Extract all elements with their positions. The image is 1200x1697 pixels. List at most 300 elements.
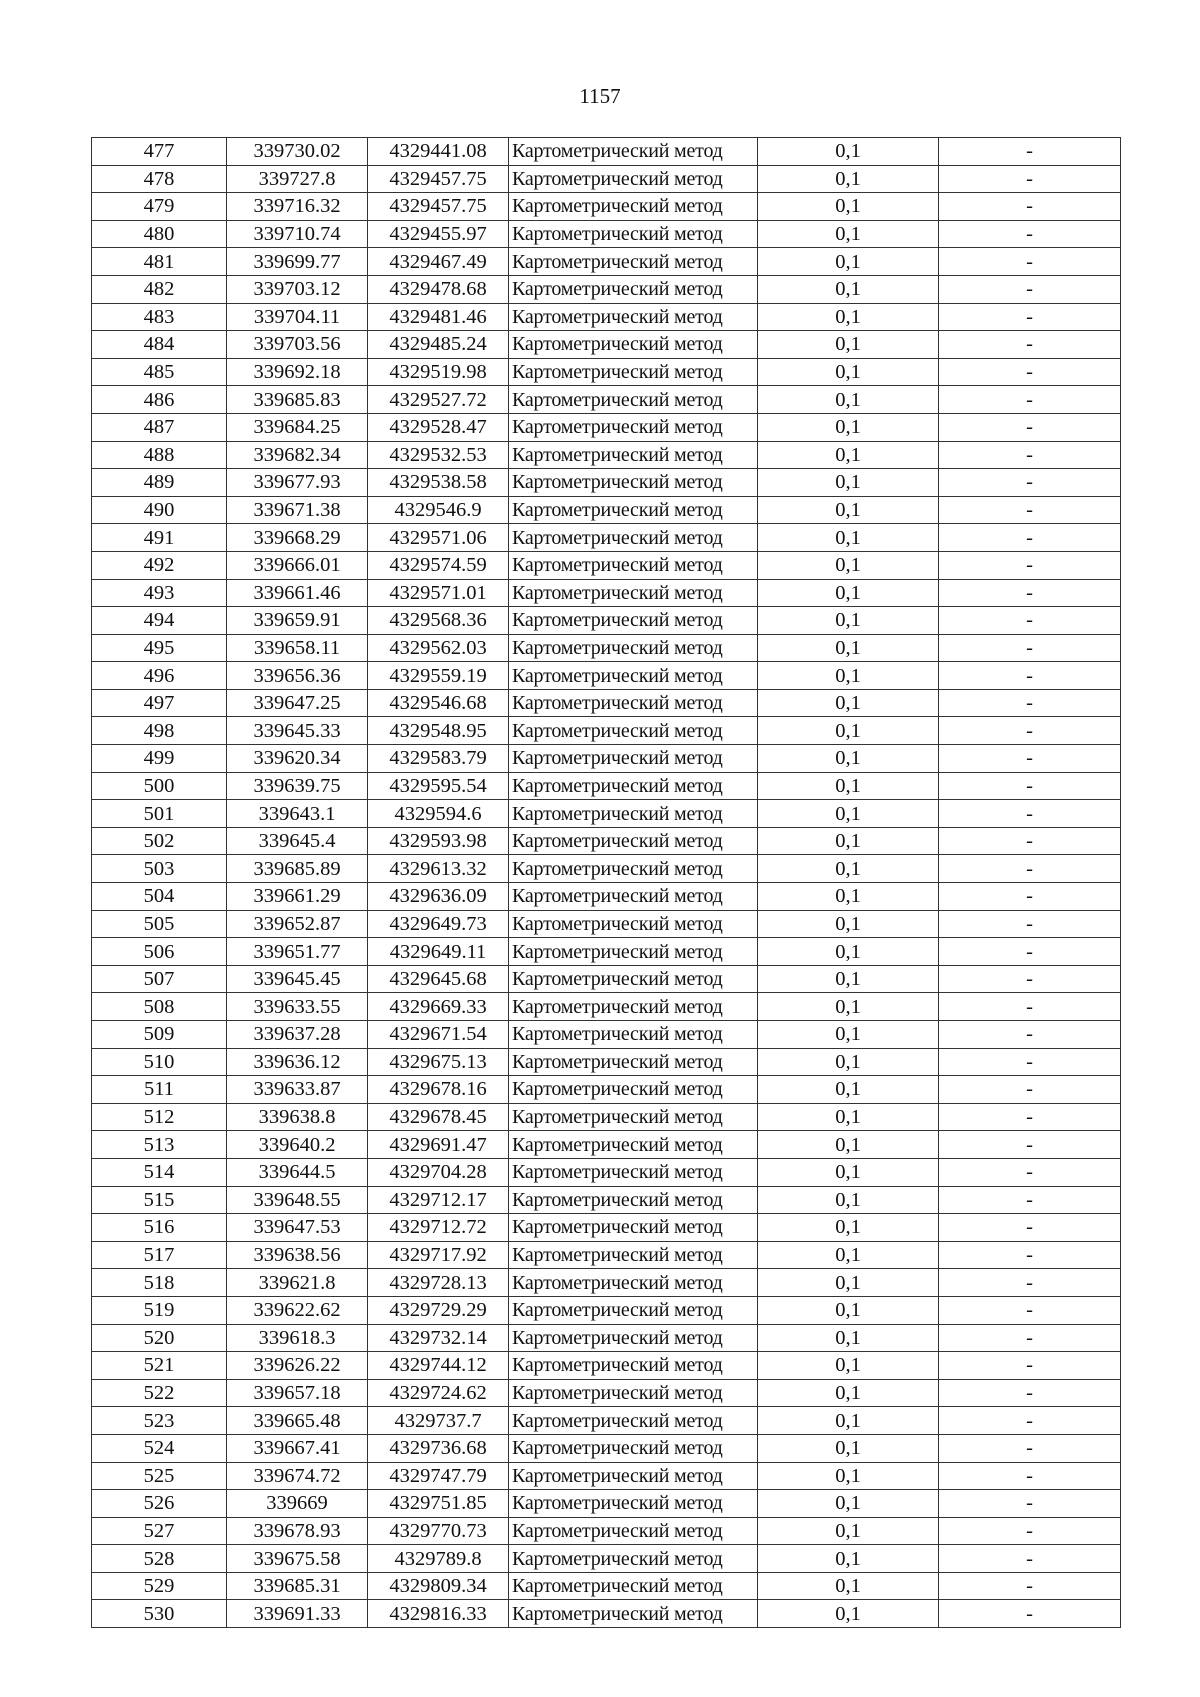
table-row [92,1600,1121,1628]
table-row [92,1021,1121,1049]
x-coordinate-cell: 339636.12 [227,1048,368,1076]
description-cell: - [939,1048,1121,1076]
point-number-cell: 487 [92,413,227,441]
point-number-cell: 508 [92,993,227,1021]
description-cell: - [939,965,1121,993]
method-cell: Картометрический метод [509,772,758,800]
point-number-cell: 477 [92,138,227,166]
y-coordinate-cell: 4329717.92 [368,1241,509,1269]
description-cell: - [939,138,1121,166]
method-cell: Картометрический метод [509,1352,758,1380]
accuracy-cell: 0,1 [758,1462,939,1490]
point-number-cell: 482 [92,275,227,303]
method-cell: Картометрический метод [509,469,758,497]
method-cell: Картометрический метод [509,358,758,386]
description-cell: - [939,193,1121,221]
table-row [92,441,1121,469]
method-cell: Картометрический метод [509,193,758,221]
x-coordinate-cell: 339638.8 [227,1103,368,1131]
method-cell: Картометрический метод [509,1021,758,1049]
description-cell: - [939,662,1121,690]
point-number-cell: 524 [92,1434,227,1462]
method-cell: Картометрический метод [509,275,758,303]
point-number-cell: 530 [92,1600,227,1628]
table-row [92,689,1121,717]
accuracy-cell: 0,1 [758,634,939,662]
accuracy-cell: 0,1 [758,607,939,635]
table-row [92,386,1121,414]
accuracy-cell: 0,1 [758,1324,939,1352]
point-number-cell: 494 [92,607,227,635]
accuracy-cell: 0,1 [758,1269,939,1297]
method-cell: Картометрический метод [509,1048,758,1076]
point-number-cell: 500 [92,772,227,800]
x-coordinate-cell: 339704.11 [227,303,368,331]
method-cell: Картометрический метод [509,938,758,966]
y-coordinate-cell: 4329594.6 [368,800,509,828]
accuracy-cell: 0,1 [758,993,939,1021]
table-row [92,496,1121,524]
x-coordinate-cell: 339633.55 [227,993,368,1021]
method-cell: Картометрический метод [509,634,758,662]
description-cell: - [939,413,1121,441]
accuracy-cell: 0,1 [758,303,939,331]
x-coordinate-cell: 339647.53 [227,1214,368,1242]
table-row [92,193,1121,221]
accuracy-cell: 0,1 [758,800,939,828]
accuracy-cell: 0,1 [758,1379,939,1407]
method-cell: Картометрический метод [509,993,758,1021]
accuracy-cell: 0,1 [758,1158,939,1186]
method-cell: Картометрический метод [509,855,758,883]
method-cell: Картометрический метод [509,1241,758,1269]
accuracy-cell: 0,1 [758,551,939,579]
table-row [92,717,1121,745]
table-row [92,1103,1121,1131]
x-coordinate-cell: 339633.87 [227,1076,368,1104]
description-cell: - [939,800,1121,828]
method-cell: Картометрический метод [509,138,758,166]
point-number-cell: 505 [92,910,227,938]
description-cell: - [939,1545,1121,1573]
table-row [92,965,1121,993]
x-coordinate-cell: 339671.38 [227,496,368,524]
description-cell: - [939,993,1121,1021]
accuracy-cell: 0,1 [758,1214,939,1242]
method-cell: Картометрический метод [509,607,758,635]
description-cell: - [939,1296,1121,1324]
point-number-cell: 502 [92,827,227,855]
method-cell: Картометрический метод [509,413,758,441]
description-cell: - [939,1379,1121,1407]
y-coordinate-cell: 4329485.24 [368,331,509,359]
accuracy-cell: 0,1 [758,220,939,248]
x-coordinate-cell: 339674.72 [227,1462,368,1490]
y-coordinate-cell: 4329527.72 [368,386,509,414]
y-coordinate-cell: 4329571.01 [368,579,509,607]
y-coordinate-cell: 4329455.97 [368,220,509,248]
description-cell: - [939,1131,1121,1159]
accuracy-cell: 0,1 [758,524,939,552]
point-number-cell: 522 [92,1379,227,1407]
y-coordinate-cell: 4329562.03 [368,634,509,662]
x-coordinate-cell: 339643.1 [227,800,368,828]
table-row [92,745,1121,773]
accuracy-cell: 0,1 [758,883,939,911]
method-cell: Картометрический метод [509,1296,758,1324]
y-coordinate-cell: 4329457.75 [368,193,509,221]
point-number-cell: 495 [92,634,227,662]
x-coordinate-cell: 339716.32 [227,193,368,221]
point-number-cell: 512 [92,1103,227,1131]
table-row [92,910,1121,938]
table-row [92,1241,1121,1269]
method-cell: Картометрический метод [509,551,758,579]
point-number-cell: 526 [92,1490,227,1518]
point-number-cell: 518 [92,1269,227,1297]
accuracy-cell: 0,1 [758,275,939,303]
y-coordinate-cell: 4329583.79 [368,745,509,773]
x-coordinate-cell: 339621.8 [227,1269,368,1297]
description-cell: - [939,248,1121,276]
y-coordinate-cell: 4329712.72 [368,1214,509,1242]
description-cell: - [939,689,1121,717]
point-number-cell: 519 [92,1296,227,1324]
point-number-cell: 520 [92,1324,227,1352]
point-number-cell: 513 [92,1131,227,1159]
method-cell: Картометрический метод [509,800,758,828]
accuracy-cell: 0,1 [758,1131,939,1159]
table-row [92,1324,1121,1352]
x-coordinate-cell: 339620.34 [227,745,368,773]
point-number-cell: 485 [92,358,227,386]
point-number-cell: 507 [92,965,227,993]
point-number-cell: 496 [92,662,227,690]
accuracy-cell: 0,1 [758,1352,939,1380]
table-row [92,579,1121,607]
description-cell: - [939,496,1121,524]
x-coordinate-cell: 339618.3 [227,1324,368,1352]
table-row [92,248,1121,276]
x-coordinate-cell: 339682.34 [227,441,368,469]
description-cell: - [939,910,1121,938]
point-number-cell: 525 [92,1462,227,1490]
table-row [92,138,1121,166]
x-coordinate-cell: 339666.01 [227,551,368,579]
y-coordinate-cell: 4329751.85 [368,1490,509,1518]
table-row [92,1076,1121,1104]
accuracy-cell: 0,1 [758,662,939,690]
point-number-cell: 478 [92,165,227,193]
table-row [92,1048,1121,1076]
y-coordinate-cell: 4329538.58 [368,469,509,497]
description-cell: - [939,717,1121,745]
description-cell: - [939,827,1121,855]
description-cell: - [939,524,1121,552]
y-coordinate-cell: 4329809.34 [368,1572,509,1600]
description-cell: - [939,1407,1121,1435]
y-coordinate-cell: 4329441.08 [368,138,509,166]
table-row [92,1572,1121,1600]
y-coordinate-cell: 4329519.98 [368,358,509,386]
table-row [92,551,1121,579]
accuracy-cell: 0,1 [758,1517,939,1545]
y-coordinate-cell: 4329732.14 [368,1324,509,1352]
table-row [92,1545,1121,1573]
description-cell: - [939,772,1121,800]
x-coordinate-cell: 339730.02 [227,138,368,166]
point-number-cell: 481 [92,248,227,276]
point-number-cell: 521 [92,1352,227,1380]
x-coordinate-cell: 339668.29 [227,524,368,552]
point-number-cell: 527 [92,1517,227,1545]
method-cell: Картометрический метод [509,579,758,607]
method-cell: Картометрический метод [509,248,758,276]
accuracy-cell: 0,1 [758,1434,939,1462]
point-number-cell: 486 [92,386,227,414]
method-cell: Картометрический метод [509,717,758,745]
y-coordinate-cell: 4329712.17 [368,1186,509,1214]
description-cell: - [939,1352,1121,1380]
method-cell: Картометрический метод [509,1490,758,1518]
x-coordinate-cell: 339710.74 [227,220,368,248]
x-coordinate-cell: 339644.5 [227,1158,368,1186]
description-cell: - [939,1517,1121,1545]
method-cell: Картометрический метод [509,303,758,331]
y-coordinate-cell: 4329568.36 [368,607,509,635]
x-coordinate-cell: 339657.18 [227,1379,368,1407]
description-cell: - [939,1490,1121,1518]
method-cell: Картометрический метод [509,1379,758,1407]
x-coordinate-cell: 339727.8 [227,165,368,193]
table-row [92,772,1121,800]
description-cell: - [939,1158,1121,1186]
table-row [92,1131,1121,1159]
point-number-cell: 504 [92,883,227,911]
method-cell: Картометрический метод [509,965,758,993]
y-coordinate-cell: 4329546.68 [368,689,509,717]
table-row [92,1186,1121,1214]
accuracy-cell: 0,1 [758,193,939,221]
method-cell: Картометрический метод [509,662,758,690]
x-coordinate-cell: 339645.4 [227,827,368,855]
point-number-cell: 497 [92,689,227,717]
accuracy-cell: 0,1 [758,1545,939,1573]
description-cell: - [939,1269,1121,1297]
y-coordinate-cell: 4329457.75 [368,165,509,193]
y-coordinate-cell: 4329728.13 [368,1269,509,1297]
point-number-cell: 523 [92,1407,227,1435]
description-cell: - [939,358,1121,386]
accuracy-cell: 0,1 [758,1186,939,1214]
point-number-cell: 509 [92,1021,227,1049]
x-coordinate-cell: 339678.93 [227,1517,368,1545]
point-number-cell: 515 [92,1186,227,1214]
y-coordinate-cell: 4329532.53 [368,441,509,469]
method-cell: Картометрический метод [509,386,758,414]
accuracy-cell: 0,1 [758,772,939,800]
table-row [92,1352,1121,1380]
x-coordinate-cell: 339640.2 [227,1131,368,1159]
accuracy-cell: 0,1 [758,938,939,966]
method-cell: Картометрический метод [509,331,758,359]
point-number-cell: 516 [92,1214,227,1242]
y-coordinate-cell: 4329678.45 [368,1103,509,1131]
description-cell: - [939,1241,1121,1269]
x-coordinate-cell: 339659.91 [227,607,368,635]
table-row [92,883,1121,911]
y-coordinate-cell: 4329467.49 [368,248,509,276]
y-coordinate-cell: 4329613.32 [368,855,509,883]
method-cell: Картометрический метод [509,1572,758,1600]
y-coordinate-cell: 4329548.95 [368,717,509,745]
point-number-cell: 499 [92,745,227,773]
accuracy-cell: 0,1 [758,1103,939,1131]
x-coordinate-cell: 339667.41 [227,1434,368,1462]
accuracy-cell: 0,1 [758,689,939,717]
point-number-cell: 510 [92,1048,227,1076]
y-coordinate-cell: 4329528.47 [368,413,509,441]
y-coordinate-cell: 4329574.59 [368,551,509,579]
description-cell: - [939,1434,1121,1462]
y-coordinate-cell: 4329481.46 [368,303,509,331]
accuracy-cell: 0,1 [758,358,939,386]
y-coordinate-cell: 4329649.11 [368,938,509,966]
accuracy-cell: 0,1 [758,717,939,745]
x-coordinate-cell: 339675.58 [227,1545,368,1573]
accuracy-cell: 0,1 [758,1407,939,1435]
table-row [92,827,1121,855]
y-coordinate-cell: 4329744.12 [368,1352,509,1380]
accuracy-cell: 0,1 [758,1296,939,1324]
accuracy-cell: 0,1 [758,965,939,993]
description-cell: - [939,386,1121,414]
coordinates-table-body [92,138,1121,1628]
accuracy-cell: 0,1 [758,1076,939,1104]
x-coordinate-cell: 339692.18 [227,358,368,386]
accuracy-cell: 0,1 [758,745,939,773]
point-number-cell: 490 [92,496,227,524]
y-coordinate-cell: 4329546.9 [368,496,509,524]
description-cell: - [939,220,1121,248]
table-row [92,358,1121,386]
description-cell: - [939,1186,1121,1214]
description-cell: - [939,1600,1121,1628]
point-number-cell: 514 [92,1158,227,1186]
x-coordinate-cell: 339645.45 [227,965,368,993]
description-cell: - [939,634,1121,662]
y-coordinate-cell: 4329636.09 [368,883,509,911]
method-cell: Картометрический метод [509,165,758,193]
accuracy-cell: 0,1 [758,138,939,166]
table-row [92,1379,1121,1407]
table-row [92,1434,1121,1462]
method-cell: Картометрический метод [509,496,758,524]
method-cell: Картометрический метод [509,1158,758,1186]
description-cell: - [939,275,1121,303]
method-cell: Картометрический метод [509,1517,758,1545]
description-cell: - [939,1462,1121,1490]
x-coordinate-cell: 339703.56 [227,331,368,359]
y-coordinate-cell: 4329671.54 [368,1021,509,1049]
x-coordinate-cell: 339648.55 [227,1186,368,1214]
method-cell: Картометрический метод [509,1600,758,1628]
x-coordinate-cell: 339622.62 [227,1296,368,1324]
accuracy-cell: 0,1 [758,855,939,883]
description-cell: - [939,441,1121,469]
table-row [92,1407,1121,1435]
table-row [92,993,1121,1021]
x-coordinate-cell: 339684.25 [227,413,368,441]
method-cell: Картометрический метод [509,1269,758,1297]
point-number-cell: 489 [92,469,227,497]
method-cell: Картометрический метод [509,1076,758,1104]
method-cell: Картометрический метод [509,220,758,248]
table-row [92,1517,1121,1545]
description-cell: - [939,855,1121,883]
y-coordinate-cell: 4329669.33 [368,993,509,1021]
table-row [92,855,1121,883]
description-cell: - [939,1103,1121,1131]
description-cell: - [939,1214,1121,1242]
accuracy-cell: 0,1 [758,469,939,497]
y-coordinate-cell: 4329559.19 [368,662,509,690]
y-coordinate-cell: 4329595.54 [368,772,509,800]
description-cell: - [939,469,1121,497]
point-number-cell: 528 [92,1545,227,1573]
y-coordinate-cell: 4329789.8 [368,1545,509,1573]
method-cell: Картометрический метод [509,1324,758,1352]
x-coordinate-cell: 339651.77 [227,938,368,966]
x-coordinate-cell: 339652.87 [227,910,368,938]
method-cell: Картометрический метод [509,883,758,911]
method-cell: Картометрический метод [509,524,758,552]
x-coordinate-cell: 339645.33 [227,717,368,745]
method-cell: Картометрический метод [509,1131,758,1159]
accuracy-cell: 0,1 [758,496,939,524]
x-coordinate-cell: 339656.36 [227,662,368,690]
method-cell: Картометрический метод [509,441,758,469]
x-coordinate-cell: 339658.11 [227,634,368,662]
point-number-cell: 484 [92,331,227,359]
accuracy-cell: 0,1 [758,248,939,276]
table-row [92,1296,1121,1324]
point-number-cell: 506 [92,938,227,966]
point-number-cell: 511 [92,1076,227,1104]
point-number-cell: 492 [92,551,227,579]
x-coordinate-cell: 339639.75 [227,772,368,800]
description-cell: - [939,1572,1121,1600]
point-number-cell: 483 [92,303,227,331]
accuracy-cell: 0,1 [758,1048,939,1076]
table-row [92,165,1121,193]
accuracy-cell: 0,1 [758,827,939,855]
point-number-cell: 517 [92,1241,227,1269]
method-cell: Картометрический метод [509,1545,758,1573]
x-coordinate-cell: 339677.93 [227,469,368,497]
y-coordinate-cell: 4329649.73 [368,910,509,938]
method-cell: Картометрический метод [509,1434,758,1462]
accuracy-cell: 0,1 [758,1241,939,1269]
y-coordinate-cell: 4329571.06 [368,524,509,552]
method-cell: Картометрический метод [509,1214,758,1242]
y-coordinate-cell: 4329645.68 [368,965,509,993]
table-row [92,1269,1121,1297]
accuracy-cell: 0,1 [758,1490,939,1518]
method-cell: Картометрический метод [509,1407,758,1435]
table-row [92,413,1121,441]
y-coordinate-cell: 4329704.28 [368,1158,509,1186]
